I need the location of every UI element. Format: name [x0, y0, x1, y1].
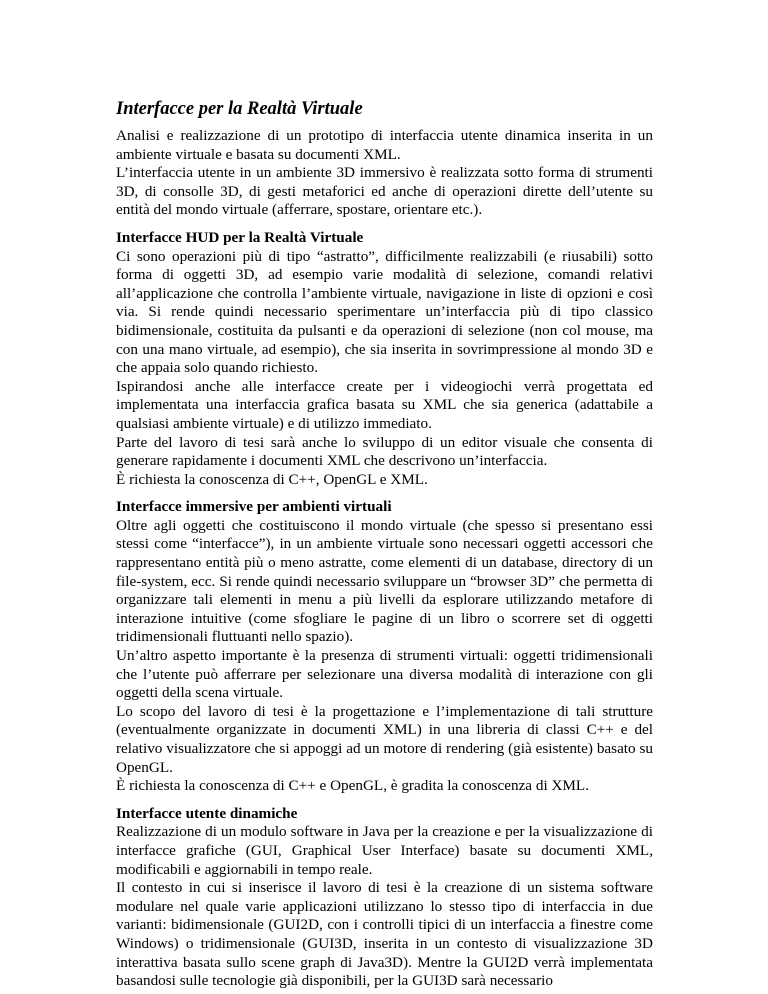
section-hud [116, 229, 653, 489]
section-paragraph: Il contesto in cui si inserisce il lavoro di tesi è la creazione di un sistema software modulare nel quale varie applicazioni utilizzano lo stesso tipo di interfaccia in due varianti: bidimensionale (GUI2D, con i controlli tipici di un interfaccia a finestre come Windows) o tridimensionale (GUI3D, inserita in un contesto di visualizzazione 3D interattiva basata sullo scene graph di Java3D). Mentre la GUI2D verrà implementata basandosi sulle tecnologie già disponibili, per la GUI3D sarà necessario [116, 879, 653, 990]
intro-block [116, 127, 653, 220]
section-paragraph: Parte del lavoro di tesi sarà anche lo sviluppo di un editor visuale che consenta di generare rapidamente i documenti XML che descrivono un’interfaccia. [116, 433, 653, 470]
section-heading: Interfacce utente dinamiche [116, 804, 298, 822]
section-paragraph: Ispirandosi anche alle interfacce create per i videogiochi verrà progettata ed implementata una interfaccia grafica basata su XML che sia generica (adattabile a qualsiasi ambiente virtuale) e di utilizzo immediato. [116, 377, 653, 432]
intro-paragraph: L’interfaccia utente in un ambiente 3D immersivo è realizzata sotto forma di strumenti 3D, di consolle 3D, di gesti metaforici ed anche di operazioni dirette dell’utente su entità del mondo virtuale (afferrare, spostare, orientare etc.). [116, 164, 653, 219]
document-page [116, 98, 653, 991]
section-paragraph: Ci sono operazioni più di tipo “astratto”, difficilmente realizzabili (e riusabili) sotto forma di oggetti 3D, ad esempio varie modalità di selezione, comandi relativi all’applicazione che controlla l’ambiente virtuale, navigazione in liste di opzioni e così via. Si rende quindi necessario sperimentare un’interfaccia più di tipo classico bidimensionale, costituita da pulsanti e da operazioni di selezione (non col mouse, ma con una mano virtuale, ad esempio), che sia inserita in sovrimpressione al mondo 3D e che appaia solo quando richiesto. [116, 247, 653, 377]
section-paragraph: È richiesta la conoscenza di C++ e OpenGL, è gradita la conoscenza di XML. [116, 777, 590, 795]
section-paragraph: Oltre agli oggetti che costituiscono il mondo virtuale (che spesso si presentano essi stessi come “interfacce”), in un ambiente virtuale sono necessari oggetti accessori che rappresentano entità più o meno astratte, come elementi di un database, directory di un file-system, ecc. Si rende quindi necessario sviluppare un “browser 3D” che permetta di organizzare tali elementi in menu a più livelli da esplorare utilizzando metafore di interazione intuitive (come sfogliare le pagine di un libro o scorrere set di oggetti tridimensionali fluttuanti nello spazio). [116, 516, 653, 646]
section-paragraph: Realizzazione di un modulo software in Java per la creazione e per la visualizzazione di interfacce grafiche (GUI, Graphical User Interface) basate su documenti XML, modificabili e aggiornabili in tempo reale. [116, 823, 653, 878]
section-paragraph: Lo scopo del lavoro di tesi è la progettazione e l’implementazione di tali strutture (eventualmente organizzate in documenti XML) in una libreria di classi C++ e del relativo visualizzatore che si appoggi ad un motore di rendering (già esistente) basato su OpenGL. [116, 702, 653, 776]
section-heading: Interfacce HUD per la Realtà Virtuale [116, 228, 364, 246]
section-paragraph: È richiesta la conoscenza di C++, OpenGL e XML. [116, 470, 428, 488]
document-title: Interfacce per la Realtà Virtuale [116, 99, 363, 119]
section-dynamic [116, 805, 653, 991]
intro-paragraph: Analisi e realizzazione di un prototipo di interfaccia utente dinamica inserita in un ambiente virtuale e basata su documenti XML. [116, 127, 653, 163]
section-heading: Interfacce immersive per ambienti virtuali [116, 498, 392, 516]
section-paragraph: Un’altro aspetto importante è la presenza di strumenti virtuali: oggetti tridimensionali che l’utente può afferrare per selezionare una diversa modalità di interazione con gli oggetti della scena virtuale. [116, 647, 653, 702]
section-immersive [116, 498, 653, 796]
